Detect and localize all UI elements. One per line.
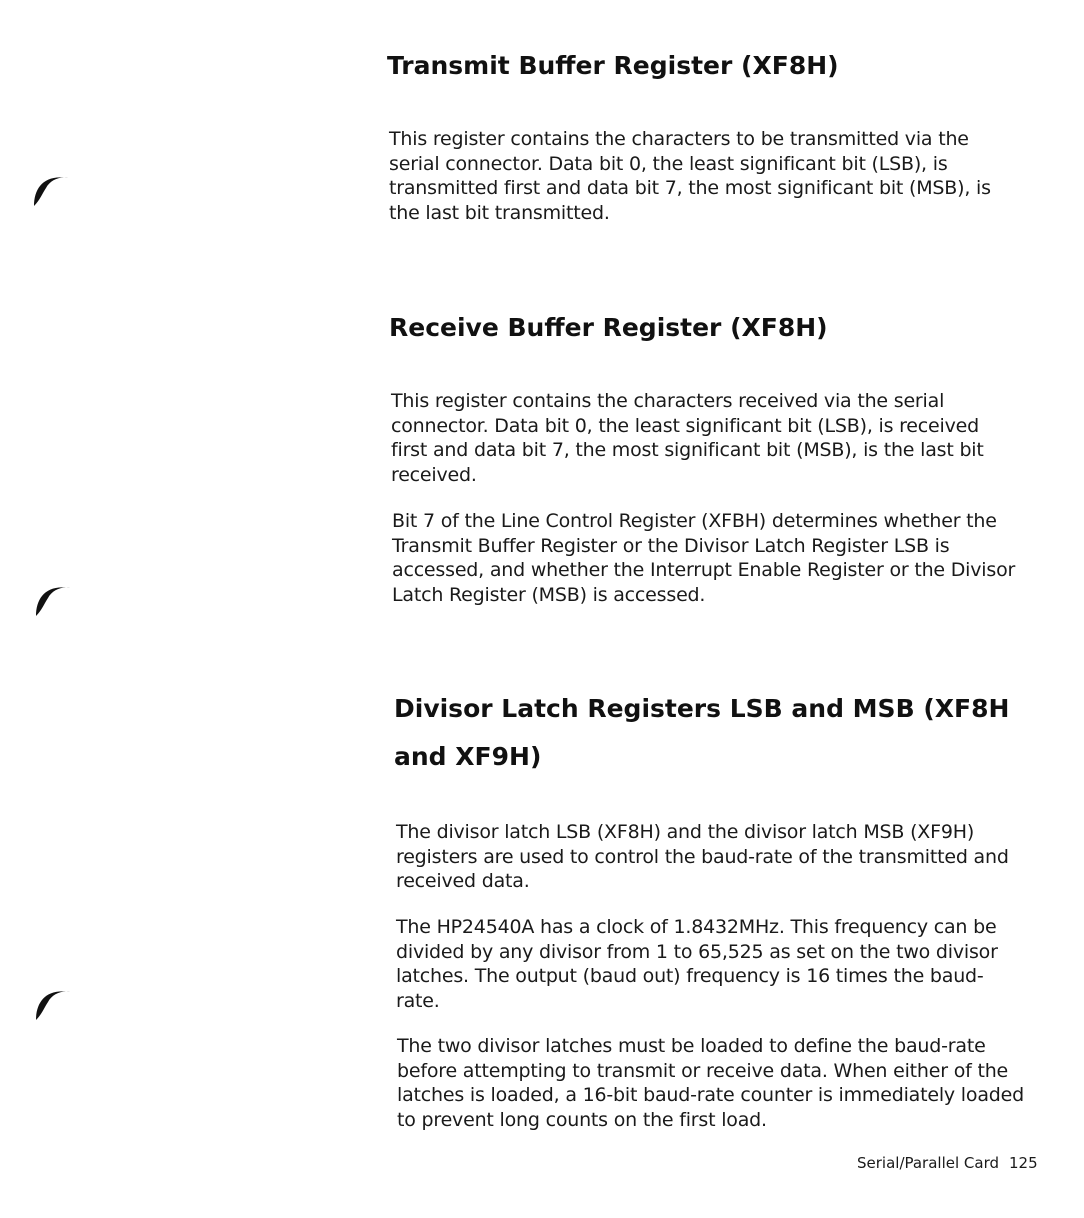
footer-title: Serial/Parallel Card [857, 1154, 1000, 1172]
section-heading-divisor-latch: Divisor Latch Registers LSB and MSB (XF8H and XF9H) [394, 694, 1010, 771]
page-number: 125 [1009, 1154, 1038, 1172]
section-heading-receive-buffer: Receive Buffer Register (XF8H) [389, 313, 828, 342]
punch-hole-mark-icon [32, 576, 76, 620]
punch-hole-mark-icon [32, 980, 76, 1024]
paragraph-clock-frequency: The HP24540A has a clock of 1.8432MHz. This frequency can be divided by any divisor from 1 to 65,525 as set on the two divisor latches. The output (baud out) frequency is 16 times the baud-rate. [396, 916, 998, 1012]
section-heading-transmit-buffer: Transmit Buffer Register (XF8H) [387, 51, 839, 80]
paragraph-latch-loading: The two divisor latches must be loaded to define the baud-rate before attempting to transmit or receive data. When either of the latches is loaded, a 16-bit baud-rate counter is immediately loaded to prevent long counts on the first load. [397, 1035, 1024, 1131]
page-footer [857, 1153, 1038, 1173]
paragraph-transmit-buffer-description: This register contains the characters to be transmitted via the serial connector. Data bit 0, the least significant bit (LSB), is transmitted first and data bit 7, the most significant bit (MSB), is the last bit transmitted. [389, 128, 991, 224]
paragraph-receive-buffer-description: This register contains the characters received via the serial connector. Data bit 0, the least significant bit (LSB), is received first and data bit 7, the most significant bit (MSB), is the last bit received. [391, 390, 984, 486]
punch-hole-mark-icon [30, 166, 74, 210]
paragraph-divisor-latch-purpose: The divisor latch LSB (XF8H) and the divisor latch MSB (XF9H) registers are used to control the baud-rate of the transmitted and received data. [396, 821, 1009, 892]
paragraph-line-control-bit7: Bit 7 of the Line Control Register (XFBH) determines whether the Transmit Buffer Register or the Divisor Latch Register LSB is accessed, and whether the Interrupt Enable Register or the Divisor Latch Register (MSB) is accessed. [392, 510, 1016, 606]
